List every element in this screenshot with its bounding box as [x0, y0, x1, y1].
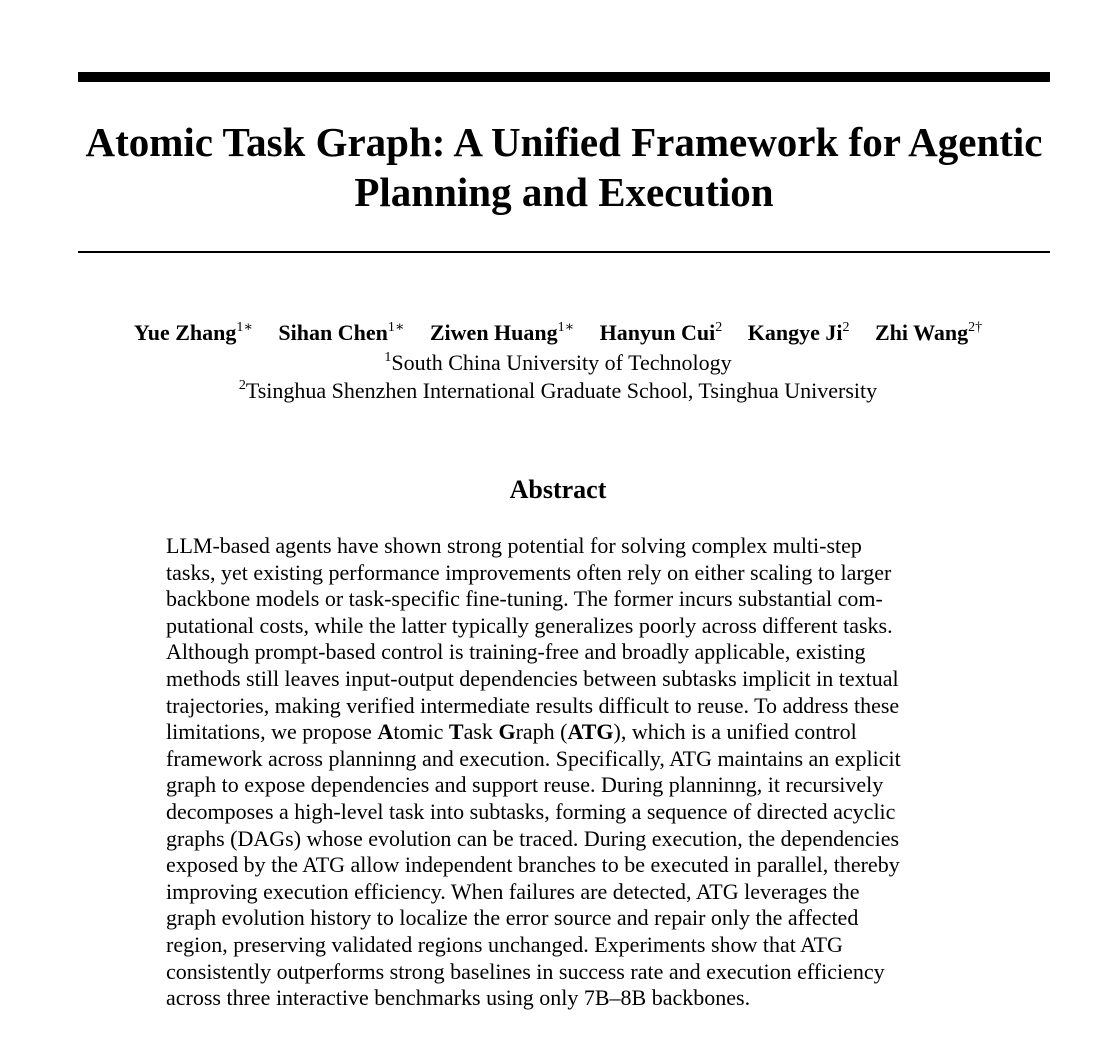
- abstract-line: tasks, yet existing performance improvements often rely on either scaling to larger: [166, 559, 892, 585]
- abstract-line: exposed by the ATG allow independent branches to be executed in parallel, thereby: [166, 852, 900, 878]
- abstract-body: [166, 533, 966, 1012]
- title-line-1: Atomic Task Graph: A Unified Framework for Agentic: [85, 119, 1043, 165]
- bottom-rule: [78, 251, 1050, 253]
- abstract-line: Although prompt-based control is training-free and broadly applicable, existing: [166, 639, 866, 665]
- author: Zhi Wang$^{2\dagger}$: [874, 320, 983, 345]
- abstract-line: consistently outperforms strong baselines in success rate and execution efficiency: [166, 958, 885, 984]
- author: Yue Zhang$^{1∗}$: [133, 320, 253, 345]
- abstract-line: graphs (DAGs) whose evolution can be traced. During execution, the dependencies: [166, 825, 900, 851]
- affiliation: $^2$Tsinghua Shenzhen International Graduate School, Tsinghua University: [238, 378, 878, 403]
- abstract-line: across three interactive benchmarks using only 7B–8B backbones.: [166, 985, 751, 1011]
- abstract-line: LLM-based agents have shown strong potential for solving complex multi-step: [166, 533, 862, 558]
- abstract-heading: Abstract: [509, 475, 607, 504]
- author: Sihan Chen$^{1∗}$: [278, 320, 405, 345]
- abstract-line: improving execution efficiency. When failures are detected, ATG leverages the: [166, 878, 860, 904]
- author-list: [40, 318, 1076, 348]
- paper-title: [60, 117, 1068, 217]
- abstract-line: decomposes a high-level task into subtasks, forming a sequence of directed acyclic: [166, 798, 896, 824]
- abstract-line: limitations, we propose Atomic Task Graph (ATG), which is a unified control: [166, 719, 857, 745]
- title-line-2: Planning and Execution: [354, 169, 774, 215]
- abstract-line: graph evolution history to localize the error source and repair only the affected: [166, 905, 859, 931]
- affiliation: $^1$South China University of Technology: [384, 350, 732, 375]
- abstract-line: region, preserving validated regions unchanged. Experiments show that ATG: [166, 931, 843, 957]
- author: Kangye Ji$^2$: [747, 320, 850, 345]
- abstract-line: methods still leaves input-output dependencies between subtasks implicit in textual: [166, 665, 899, 691]
- author: Hanyun Cui$^2$: [599, 320, 723, 345]
- abstract-line: graph to expose dependencies and support reuse. During planninng, it recursively: [166, 772, 884, 798]
- author: Ziwen Huang$^{1∗}$: [429, 320, 575, 345]
- abstract-line: putational costs, while the latter typically generalizes poorly across different tasks.: [166, 612, 893, 638]
- top-rule: [78, 72, 1050, 82]
- abstract-line: backbone models or task-specific fine-tuning. The former incurs substantial com-: [166, 586, 883, 612]
- abstract-line: framework across planninng and execution. Specifically, ATG maintains an explicit: [166, 745, 901, 771]
- abstract-line: trajectories, making verified intermediate results difficult to reuse. To address these: [166, 692, 900, 718]
